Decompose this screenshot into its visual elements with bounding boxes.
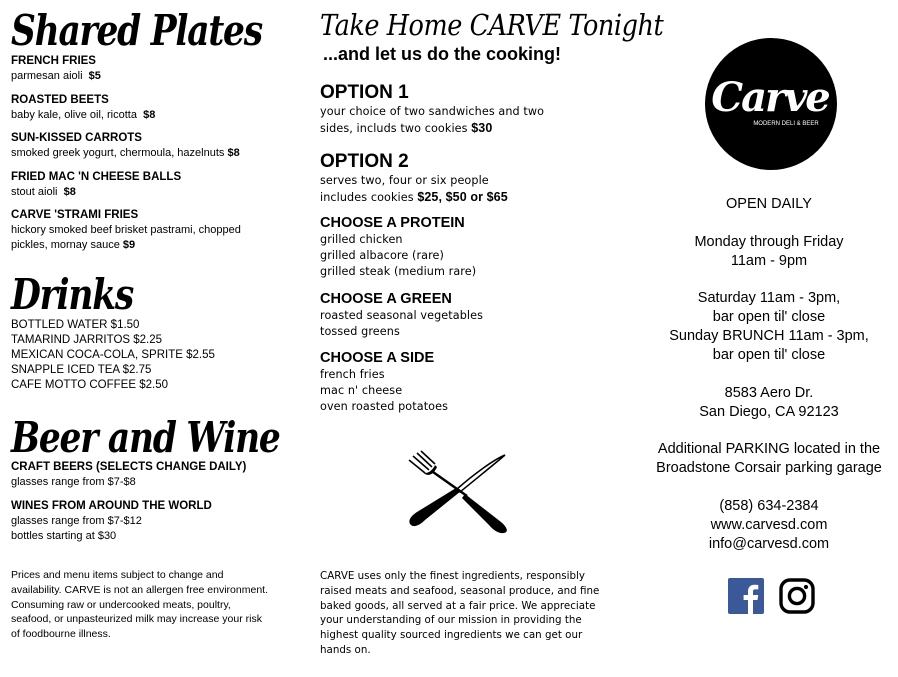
menu-item — [11, 131, 301, 161]
item-price: $8 — [227, 147, 240, 159]
drinks-list — [11, 318, 215, 393]
menu-item — [11, 460, 301, 490]
item-name: CARVE 'STRAMI FRIES — [11, 209, 139, 221]
list-item: grilled albacore (rare) — [320, 249, 444, 262]
weekday-hours: Monday through Friday 11am - 9pm — [694, 234, 844, 269]
item-price: $8 — [63, 186, 76, 198]
menu-item — [11, 54, 301, 84]
section-title: CHOOSE A PROTEIN — [320, 215, 465, 231]
take-home-subtitle: ...and let us do the cooking! — [323, 44, 562, 64]
svg-text:MODERN DELI & BEER: MODERN DELI & BEER — [753, 121, 819, 127]
option-price: $25, $50 or $65 — [417, 190, 508, 204]
parking-info: Additional PARKING located in the Broadstone Corsair parking garage — [656, 441, 882, 476]
drink-item: BOTTLED WATER $1.50 — [11, 319, 140, 331]
take-home-heading: Take Home CARVE Tonight — [320, 8, 664, 42]
option-title: OPTION 2 — [320, 151, 409, 172]
item-name: WINES FROM AROUND THE WORLD — [11, 500, 212, 512]
item-name: FRENCH FRIES — [11, 55, 96, 67]
weekend-hours: Saturday 11am - 3pm, bar open til' close Sunday BRUNCH 11am - 3pm, bar open til' close — [669, 290, 869, 363]
section-title: CHOOSE A SIDE — [320, 350, 435, 366]
email-link[interactable]: info@carvesd.com — [708, 536, 830, 552]
beer-wine-heading: Beer and Wine — [11, 413, 280, 462]
list-item: roasted seasonal vegetables — [320, 309, 484, 322]
ingredients-statement: CARVE uses only the finest ingredients, responsibly raised meats and seafood, seasonal produce, and fine baked goods, all served at a fair price. We appreciate your understanding of our mission in providing the highest quality sourced ingredients we can get our hands on. — [320, 570, 600, 656]
item-desc: smoked greek yogurt, chermoula, hazelnuts — [11, 147, 225, 159]
side-section — [320, 349, 610, 415]
item-desc: bottles starting at $30 — [11, 530, 117, 542]
drink-item: CAFE MOTTO COFFEE $2.50 — [11, 379, 168, 391]
list-item: tossed greens — [320, 325, 400, 338]
section-title: CHOOSE A GREEN — [320, 291, 452, 307]
option-2 — [320, 151, 610, 206]
list-item: french fries — [320, 368, 385, 381]
item-name: SUN-KISSED CARROTS — [11, 132, 142, 144]
drink-item: SNAPPLE ICED TEA $2.75 — [11, 364, 152, 376]
list-item: grilled chicken — [320, 233, 403, 246]
fork-knife-icon — [405, 450, 515, 535]
item-name: CRAFT BEERS (SELECTS CHANGE DAILY) — [11, 461, 247, 473]
svg-text:Carve: Carve — [711, 74, 829, 121]
item-name: ROASTED BEETS — [11, 94, 109, 106]
contact-info — [640, 497, 898, 554]
website-link[interactable]: www.carvesd.com — [710, 517, 828, 533]
list-item: oven roasted potatoes — [320, 400, 449, 413]
menu-item — [11, 93, 301, 123]
drink-item: MEXICAN COCA-COLA, SPRITE $2.55 — [11, 349, 215, 361]
item-desc: stout aioli — [11, 186, 58, 198]
item-desc: glasses range from $7-$8 — [11, 476, 136, 488]
carve-logo — [704, 37, 838, 171]
green-section — [320, 290, 610, 340]
menu-item — [11, 208, 276, 253]
item-price: $5 — [88, 70, 101, 82]
option-price: $30 — [471, 121, 493, 135]
item-price: $9 — [122, 239, 136, 251]
list-item: grilled steak (medium rare) — [320, 265, 477, 278]
item-desc: parmesan aioli — [11, 70, 83, 82]
menu-item — [11, 499, 301, 544]
list-item: mac n' cheese — [320, 384, 403, 397]
allergen-footnote: Prices and menu items subject to change and availability. CARVE is not an allergen free environment. Consuming raw or undercooked meats, poultry, seafood, or unpasteurized milk may increase your risk of foodbourne illness. — [11, 569, 268, 641]
item-desc: baby kale, olive oil, ricotta — [11, 109, 137, 121]
item-desc: hickory smoked beef brisket pastrami, chopped pickles, mornay sauce — [11, 224, 241, 251]
option-1 — [320, 82, 610, 137]
facebook-icon[interactable] — [728, 578, 764, 614]
protein-section — [320, 214, 610, 280]
item-price: $8 — [143, 109, 156, 121]
shared-plates-heading: Shared Plates — [11, 6, 262, 55]
item-desc: glasses range from $7-$12 — [11, 515, 142, 527]
option-desc: includes cookies — [320, 191, 414, 204]
item-name: FRIED MAC 'N CHEESE BALLS — [11, 171, 182, 183]
drink-item: TAMARIND JARRITOS $2.25 — [11, 334, 163, 346]
social-links — [727, 576, 822, 616]
option-desc: your choice of two sandwiches and two sides, includs two cookies — [320, 105, 545, 135]
menu-item — [11, 170, 301, 200]
option-title: OPTION 1 — [320, 82, 409, 103]
open-daily: OPEN DAILY — [726, 196, 812, 212]
instagram-icon[interactable] — [779, 578, 815, 614]
address: 8583 Aero Dr. San Diego, CA 92123 — [699, 385, 839, 420]
phone: (858) 634-2384 — [719, 498, 819, 514]
drinks-heading: Drinks — [11, 270, 134, 319]
option-desc: serves two, four or six people — [320, 174, 489, 187]
